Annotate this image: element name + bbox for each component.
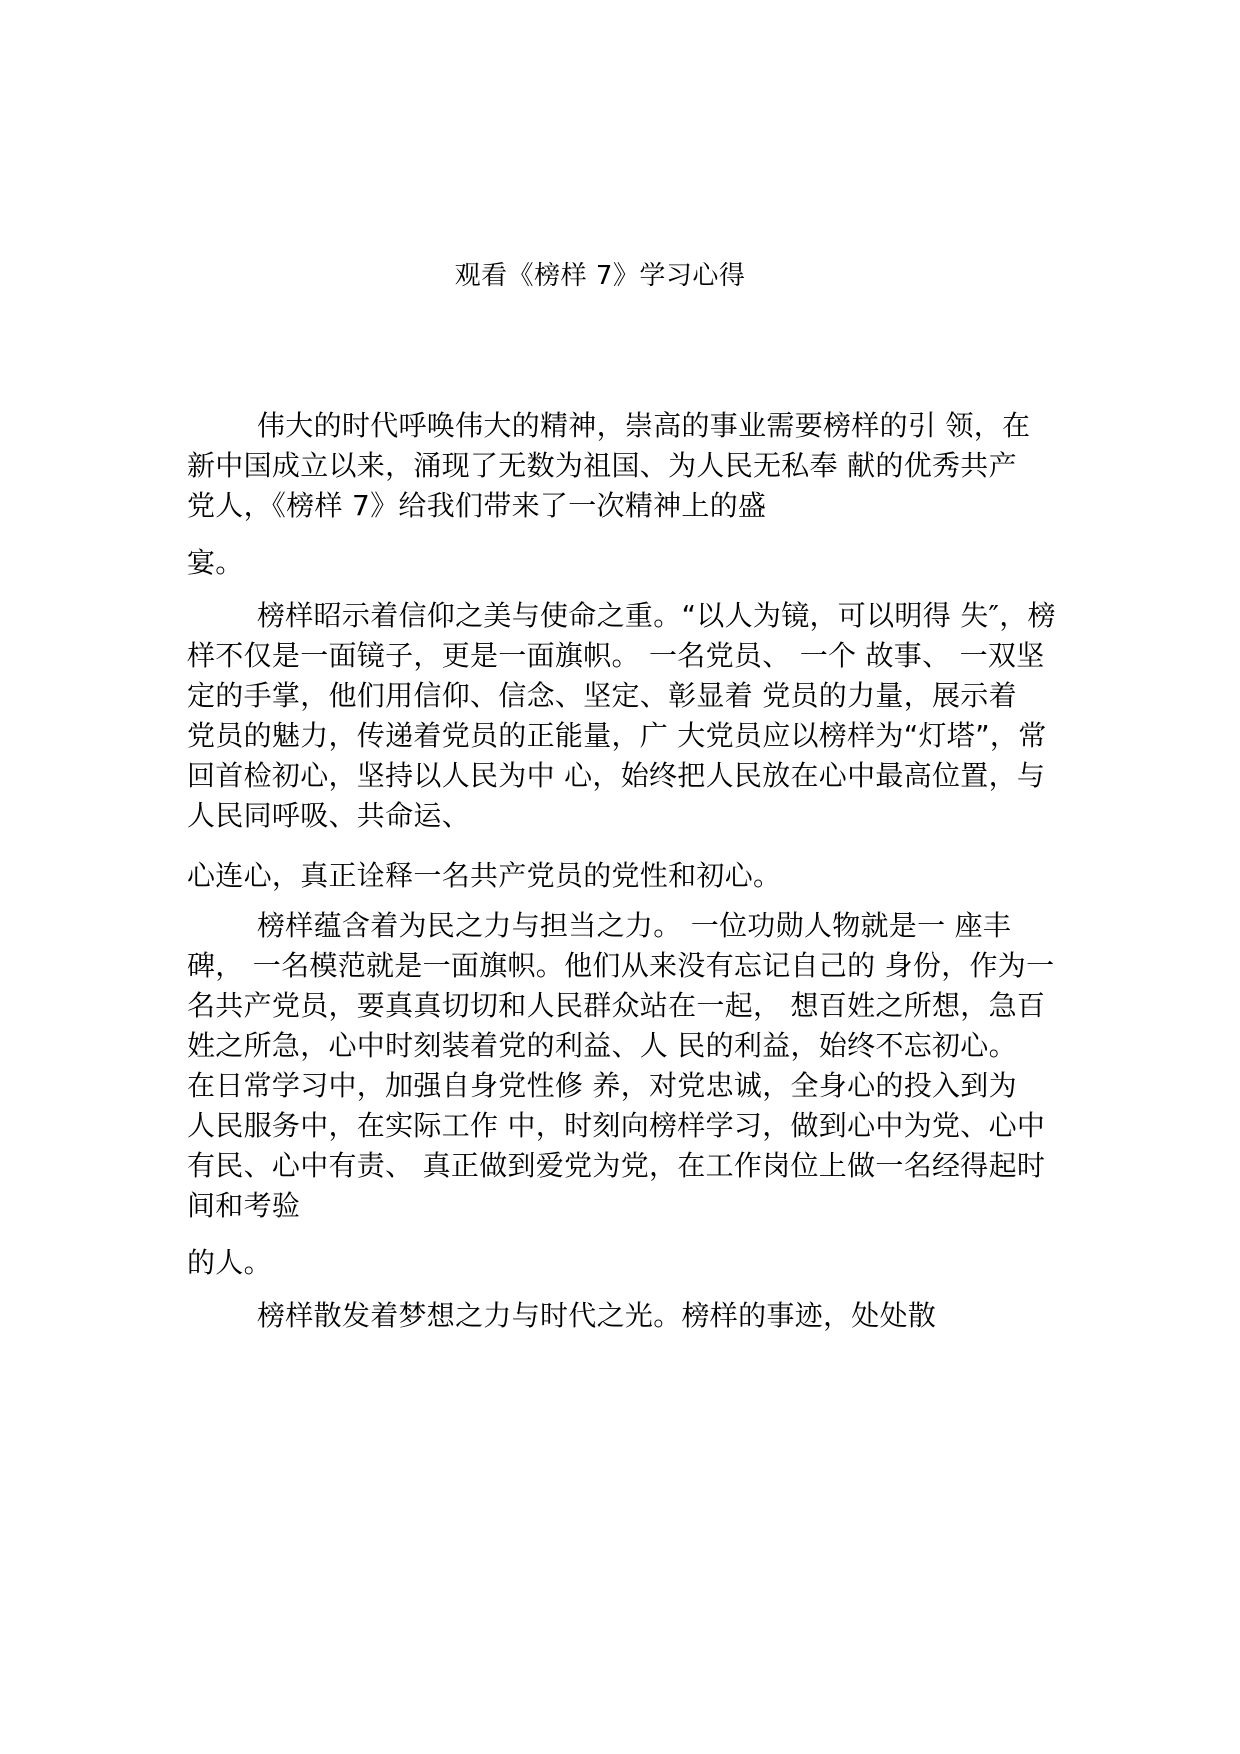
paragraph-line: 碑， 一名模范就是一面旗帜。他们从来没有忘记自己的 身份，作为一 — [187, 949, 1055, 982]
paragraph-line: 在日常学习中，加强自身党性修 养，对党忠诚，全身心的投入到为 — [187, 1069, 1017, 1102]
document-title: 观看《榜样 7》学习心得 — [454, 261, 746, 291]
paragraph-line: 榜样昭示着信仰之美与使命之重。“以人为镜，可以明得 失″，榜 — [257, 599, 1056, 632]
paragraph-line: 人民同呼吸、共命运、 — [187, 799, 471, 832]
paragraph-line: 的人。 — [187, 1246, 272, 1279]
paragraph-line: 新中国成立以来，涌现了无数为祖国、为人民无私奉 献的优秀共产 — [187, 449, 1017, 482]
paragraph-line: 回首检初心，坚持以人民为中 心，始终把人民放在心中最高位置，与 — [187, 759, 1046, 792]
paragraph-line: 名共产党员，要真真切切和人民群众站在一起， 想百姓之所想，急百 — [187, 989, 1046, 1022]
paragraph-line: 姓之所急，心中时刻装着党的利益、人 民的利益，始终不忘初心。 — [187, 1029, 1017, 1062]
paragraph-line: 间和考验 — [187, 1189, 301, 1222]
paragraph-line: 榜样蕴含着为民之力与担当之力。 一位功勋人物就是一 座丰 — [257, 909, 1012, 942]
paragraph-line: 样不仅是一面镜子，更是一面旗帜。 一名党员、 一个 故事、 一双坚 — [187, 639, 1045, 672]
paragraph-line: 心连心，真正诠释一名共产党员的党性和初心。 — [187, 859, 782, 892]
paragraph-line: 宴。 — [187, 546, 244, 579]
paragraph-line: 有民、心中有责、 真正做到爱党为党，在工作岗位上做一名经得起时 — [187, 1149, 1046, 1182]
paragraph-line: 党员的魅力，传递着党员的正能量，广 大党员应以榜样为“灯塔”，常 — [187, 719, 1047, 752]
paragraph-line: 伟大的时代呼唤伟大的精神，崇高的事业需要榜样的引 领，在 — [257, 409, 1031, 442]
paragraph-line: 人民服务中，在实际工作 中，时刻向榜样学习，做到心中为党、心中 — [187, 1109, 1046, 1142]
paragraph-line: 党人，《榜样 7》给我们带来了一次精神上的盛 — [187, 489, 767, 522]
paragraph-line: 定的手掌，他们用信仰、信念、坚定、彰显着 党员的力量，展示着 — [187, 679, 1017, 712]
paragraph-line: 榜样散发着梦想之力与时代之光。榜样的事迹，处处散 — [257, 1299, 937, 1332]
